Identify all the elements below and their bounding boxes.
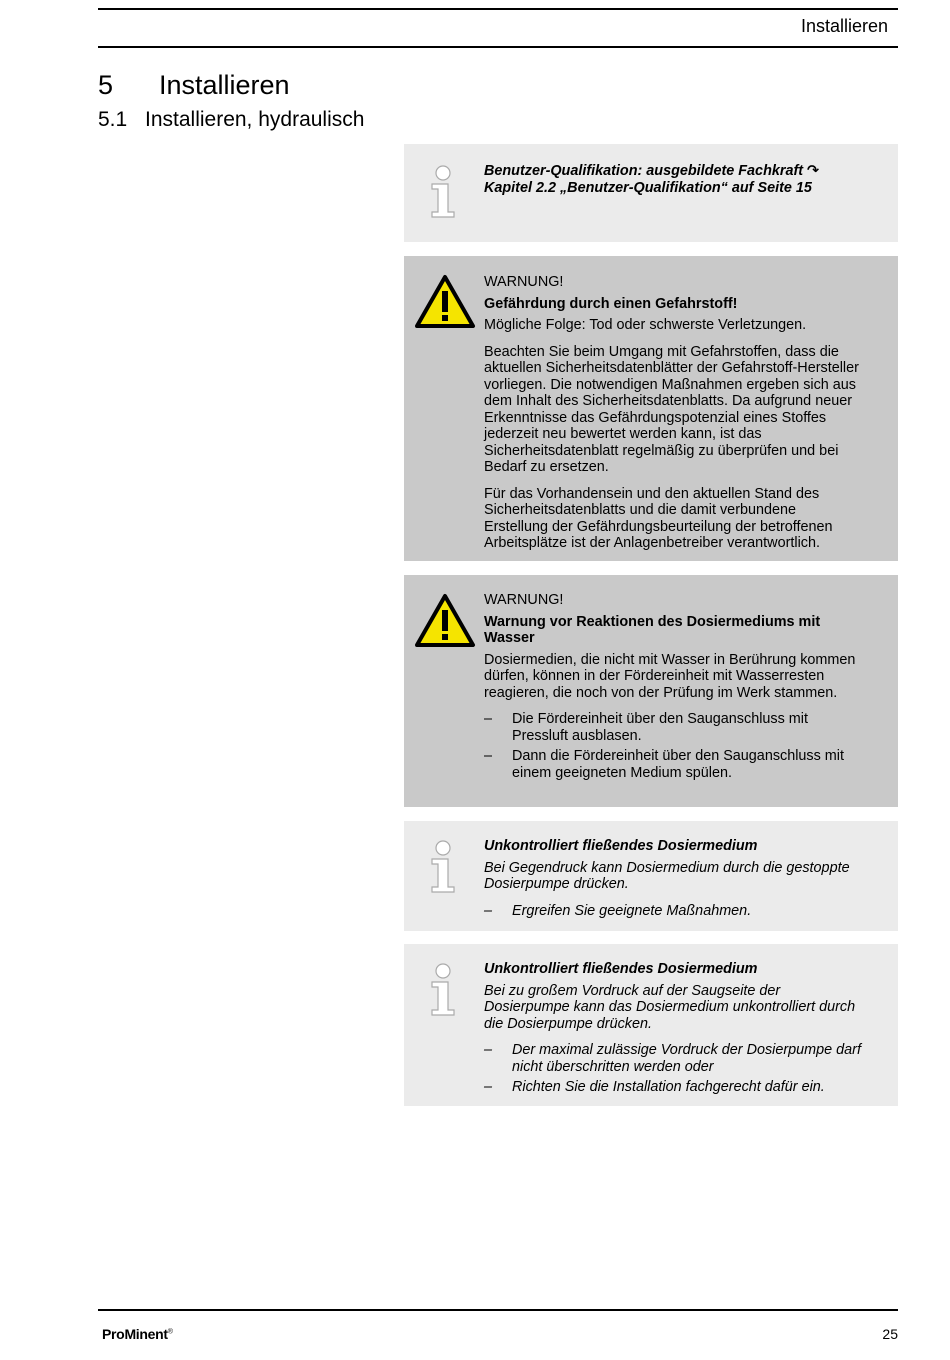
- list-dash: –: [484, 1042, 493, 1058]
- info-title: Unkontrolliert fließendes Dosiermedium: [484, 838, 758, 854]
- header-top-rule: [98, 8, 898, 10]
- qualification-link-text[interactable]: Benutzer-Qualifikation: ausgebildete Fachkraft ↷ Kapitel 2.2 „Benutzer-Qualifikation“ auf Seite 15: [484, 163, 820, 196]
- warning-consequence: Mögliche Folge: Tod oder schwerste Verletzungen.: [484, 317, 807, 333]
- warning-paragraph-2: Für das Vorhandensein und den aktuellen Stand des Sicherheitsdatenblatts und die damit verbundene Erstellung der Gefährdungsbeurteilung der betroffenen Arbeitsplätze ist der Anlagenbetreiber verantwortlich.: [484, 485, 833, 551]
- running-header: Installieren: [800, 16, 888, 36]
- chapter-title: Installieren: [159, 70, 290, 100]
- info-text: Bei Gegendruck kann Dosiermedium durch die gestoppte Dosierpumpe drücken.: [484, 859, 850, 892]
- list-dash: –: [484, 711, 493, 727]
- list-item: – Der maximal zulässige Vordruck der Dosierpumpe darf nicht überschritten werden oder: [484, 1042, 861, 1075]
- section-number: 5.1: [98, 108, 128, 131]
- list-dash: –: [484, 1079, 493, 1095]
- list-item: – Ergreifen Sie geeignete Maßnahmen.: [484, 902, 752, 919]
- list-item: – Richten Sie die Installation fachgerecht dafür ein.: [484, 1079, 825, 1095]
- info-icon: [426, 839, 466, 895]
- action-list: [484, 711, 862, 781]
- footer-rule: [98, 1309, 898, 1311]
- info-box-inlet-pressure: [404, 944, 898, 1106]
- page-number: 25: [882, 1326, 898, 1342]
- warning-paragraph-1: Beachten Sie beim Umgang mit Gefahrstoffen, dass die aktuellen Sicherheitsdatenblätter der Gefahrstoff-Hersteller vorliegen. Die notwendigen Maßnahmen ergeben sich aus dem Inhalt des Sicherheitsdatenblatts. Da aufgrund neuer Erkenntnisse das Gefährdungspotenzial eines Stoffes jederzeit neu bewertet werden kann, ist das Sicherheitsdatenblatt regelmäßig zu überprüfen und bei Bedarf zu ersetzen.: [484, 343, 859, 475]
- header-bottom-rule: [98, 46, 898, 48]
- info-icon: [426, 962, 466, 1018]
- list-item: – Dann die Fördereinheit über den Sauganschluss mit einem geeigneten Medium spülen.: [484, 748, 844, 781]
- info-content: [484, 163, 862, 196]
- info-content: [484, 838, 862, 919]
- section-heading: [98, 108, 364, 132]
- list-dash: –: [484, 748, 493, 764]
- info-text: Bei zu großem Vordruck auf der Saugseite der Dosierpumpe kann das Dosiermedium unkontrolliert durch die Dosierpumpe drücken.: [484, 982, 856, 1032]
- info-title: Unkontrolliert fließendes Dosiermedium: [484, 961, 758, 977]
- info-content: [484, 961, 862, 1096]
- warning-content: [484, 592, 862, 781]
- warning-text: Dosiermedien, die nicht mit Wasser in Berührung kommen dürfen, können in der Fördereinheit mit Wasserresten reagieren, die noch von der Prüfung im Werk stammen.: [484, 651, 856, 701]
- warning-box-hazardous-substance: [404, 256, 898, 561]
- warning-triangle-icon: [414, 274, 476, 330]
- signal-word: WARNUNG!: [484, 274, 564, 290]
- prominent-logo: ProMinent®: [102, 1326, 173, 1342]
- warning-title: Warnung vor Reaktionen des Dosiermediums mit Wasser: [484, 613, 821, 646]
- chapter-heading: [98, 70, 290, 101]
- signal-word: WARNUNG!: [484, 592, 564, 608]
- section-title: Installieren, hydraulisch: [145, 108, 365, 131]
- info-box-backpressure: [404, 821, 898, 931]
- action-list: [484, 1042, 862, 1096]
- info-box-qualification: [404, 144, 898, 242]
- warning-content: [484, 274, 862, 552]
- warning-title: Gefährdung durch einen Gefahrstoff!: [484, 295, 738, 312]
- list-dash: –: [484, 902, 493, 919]
- action-list: [484, 903, 862, 920]
- info-icon: [426, 164, 466, 220]
- list-item: – Die Fördereinheit über den Sauganschluss mit Pressluft ausblasen.: [484, 711, 808, 744]
- warning-box-water-reaction: [404, 575, 898, 807]
- chapter-number: 5: [98, 70, 114, 100]
- warning-triangle-icon: [414, 593, 476, 649]
